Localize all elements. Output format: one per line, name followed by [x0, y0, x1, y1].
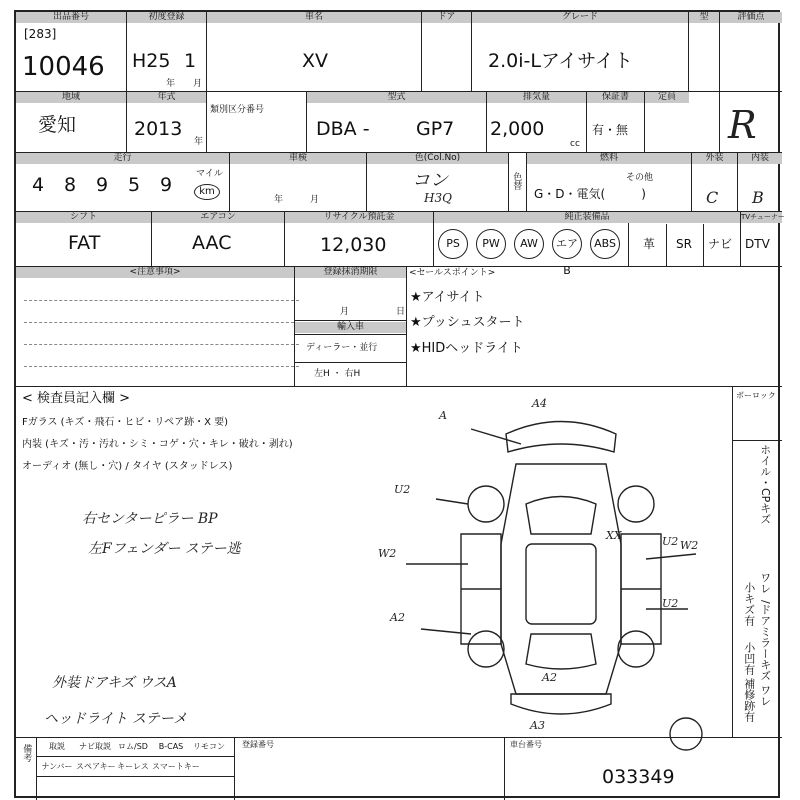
damage-mark: A2: [542, 671, 557, 684]
footer-item: リモコン: [193, 742, 225, 751]
ac-value: AAC: [192, 232, 232, 254]
km-unit: km: [194, 184, 220, 200]
footer-item: キーレス: [117, 762, 149, 771]
first-reg-month: 1: [184, 50, 197, 72]
wheel-front-right: [618, 486, 654, 522]
fuel-other-label: その他: [626, 173, 654, 183]
displacement-label: 排気量: [487, 92, 586, 103]
mileage-digit: 9: [160, 174, 173, 196]
lot-number: 10046: [22, 52, 105, 82]
equip-navi: ナビ: [708, 237, 733, 251]
car-diagram: [376, 404, 736, 734]
side-note: 小凹有: [742, 642, 756, 675]
model-year: 2013: [134, 118, 183, 140]
equipment-circle: エアB: [552, 229, 582, 259]
first-reg-era: H25: [132, 50, 171, 72]
equipment-circle: PS: [438, 229, 468, 259]
door-label: ドア: [422, 12, 471, 23]
score-label: 評価点: [720, 12, 782, 23]
damage-mark: A: [439, 409, 447, 422]
color-value: コン: [412, 170, 448, 191]
inspector-line: Fガラス (キズ・飛石・ヒビ・リペア跡・X 要): [22, 417, 229, 428]
footer-item: B-CAS: [158, 742, 184, 751]
inspector-note: 左Fフェンダー ステー逃: [88, 541, 241, 557]
model-label: 車名: [207, 12, 421, 23]
recycle-value: 12,030: [320, 234, 387, 256]
color-label: 色(Col.No): [367, 153, 508, 164]
damage-mark: W2: [680, 539, 699, 552]
footer-side-label: 備考: [21, 744, 32, 762]
wheel-rear-right: [618, 631, 654, 667]
dealer-option: ディーラー・並行: [306, 343, 378, 353]
sales-point: ★HIDヘッドライト: [410, 341, 523, 356]
side-note: ホイル・CPキズ: [758, 444, 772, 525]
side-note: 小キズ有: [742, 582, 756, 626]
footer-item: スペアキー: [76, 762, 116, 771]
paint-change-label: 色替: [511, 172, 522, 190]
shift-value: FAT: [68, 232, 101, 254]
equipment-circle: PW: [476, 229, 506, 259]
color-number: H3Q: [424, 191, 452, 205]
car-body: [501, 464, 621, 694]
model-code-a: DBA -: [316, 118, 370, 140]
footer-item: ロム/SD: [118, 742, 148, 751]
ac-label: エアコン: [152, 212, 284, 223]
inspector-line: オーディオ (無し・穴) / タイヤ (スタッドレス): [22, 461, 233, 472]
first-reg-label: 初度登録: [127, 12, 206, 23]
damage-mark: XX: [606, 529, 622, 542]
inspector-line: 内装 (キズ・汚・汚れ・シミ・コゲ・穴・キレ・破れ・剥れ): [22, 439, 293, 450]
damage-mark: A3: [530, 719, 545, 732]
wheel-front-left: [468, 486, 504, 522]
auction-sheet: [14, 10, 785, 798]
mile-label: マイル: [196, 169, 223, 179]
footer-item: ナンバー: [41, 762, 73, 771]
equipment-label: 純正装備品: [434, 212, 740, 223]
equipment-circle: ABS: [590, 229, 620, 259]
notes-label: <注意事項>: [16, 267, 294, 278]
warranty-value: 有・無: [592, 123, 629, 137]
grade-label: グレード: [472, 12, 688, 23]
mileage-label: 走行: [16, 153, 229, 164]
roof: [526, 544, 596, 624]
windshield: [526, 497, 596, 535]
grade-name: 2.0i-Lアイサイト: [488, 50, 633, 72]
spare-tire: [670, 718, 702, 750]
inspector-note: 外装ドアキズ ウスA: [52, 675, 177, 691]
day-unit: 日: [396, 307, 406, 317]
reg-deadline-label: 登録抹消期限: [295, 267, 406, 278]
inspection-units: 年 月: [274, 195, 320, 205]
import-label: 輸入車: [295, 322, 406, 333]
inspection-label: 車検: [230, 153, 366, 164]
type-sub-label: 類別区分番号: [210, 105, 265, 115]
chassis-label: 車台番号: [510, 740, 542, 749]
region-label: 地域: [16, 92, 126, 103]
mileage-digit: 8: [64, 174, 77, 196]
chassis-number: 033349: [602, 766, 675, 788]
footer-item: スマートキー: [152, 762, 200, 771]
rear-window: [526, 634, 596, 669]
recycle-label: リサイクル預託金: [285, 212, 433, 223]
mileage-digit: 5: [128, 174, 141, 196]
rear-bumper: [511, 694, 611, 714]
lock-label: ボーロック: [736, 391, 776, 400]
type-cert-label: 型式: [307, 92, 486, 103]
fuel-label: 燃料: [527, 153, 691, 164]
first-reg-units: 年 月: [166, 79, 203, 89]
interior-label: 内装: [738, 153, 782, 164]
model-code-b: GP7: [416, 118, 455, 140]
sales-label: <セールスポイント>: [409, 268, 496, 278]
warranty-label: 保証書: [587, 92, 644, 103]
year-unit: 年: [194, 137, 204, 147]
displacement-value: 2,000: [490, 118, 545, 140]
lot-prefix: [283]: [24, 27, 57, 41]
year-label: 年式: [127, 92, 206, 103]
model-name: XV: [302, 50, 329, 72]
tuner-label: TVチューナー: [741, 213, 785, 221]
reg-no-label: 登録番号: [242, 740, 274, 749]
inspector-label: < 検査員記入欄 >: [22, 391, 131, 406]
fuel-value: G・D・電気( ): [534, 187, 646, 201]
equipment-circle: AW: [514, 229, 544, 259]
mileage-digit: 9: [96, 174, 109, 196]
auction-no-label: 出品番号: [16, 12, 126, 23]
rule: [16, 737, 782, 738]
damage-mark: A2: [390, 611, 405, 624]
region-value: 愛知: [38, 114, 77, 136]
rule: [16, 386, 782, 387]
equip-leather: 革: [643, 237, 656, 251]
sales-point: ★アイサイト: [410, 290, 485, 305]
mileage-digit: 4: [32, 174, 45, 196]
side-note: 補修跡有: [742, 678, 756, 722]
footer-item: ナビ取説: [79, 742, 111, 751]
exterior-value: C: [706, 188, 719, 207]
month-unit: 月: [340, 307, 350, 317]
equip-sunroof: SR: [676, 237, 692, 251]
footer-item: 取説: [49, 742, 65, 751]
interior-value: B: [752, 188, 764, 207]
inspector-note: ヘッドライト ステーメ: [44, 711, 188, 727]
damage-mark: U2: [662, 597, 679, 610]
side-note: ワレ: [758, 572, 772, 594]
equip-dtv: DTV: [745, 237, 770, 251]
capacity-label: 定員: [645, 92, 689, 103]
exterior-label: 外装: [692, 153, 737, 164]
sales-point: ★プッシュスタート: [410, 315, 525, 330]
wheel-rear-left: [468, 631, 504, 667]
side-note: /ドアミラーキズ ワレ: [758, 600, 772, 707]
damage-mark: W2: [378, 547, 397, 560]
inspector-note: 右センターピラー BP: [82, 511, 218, 527]
damage-mark: A4: [532, 397, 547, 410]
cc-unit: cc: [570, 139, 580, 149]
front-bumper: [506, 422, 616, 453]
steer-option: 左H ・ 右H: [314, 369, 361, 379]
damage-mark: U2: [662, 535, 679, 548]
shift-label: シフト: [16, 212, 151, 223]
note-label: 型: [689, 12, 719, 23]
damage-mark: U2: [394, 483, 411, 496]
score-value: R: [728, 103, 757, 147]
